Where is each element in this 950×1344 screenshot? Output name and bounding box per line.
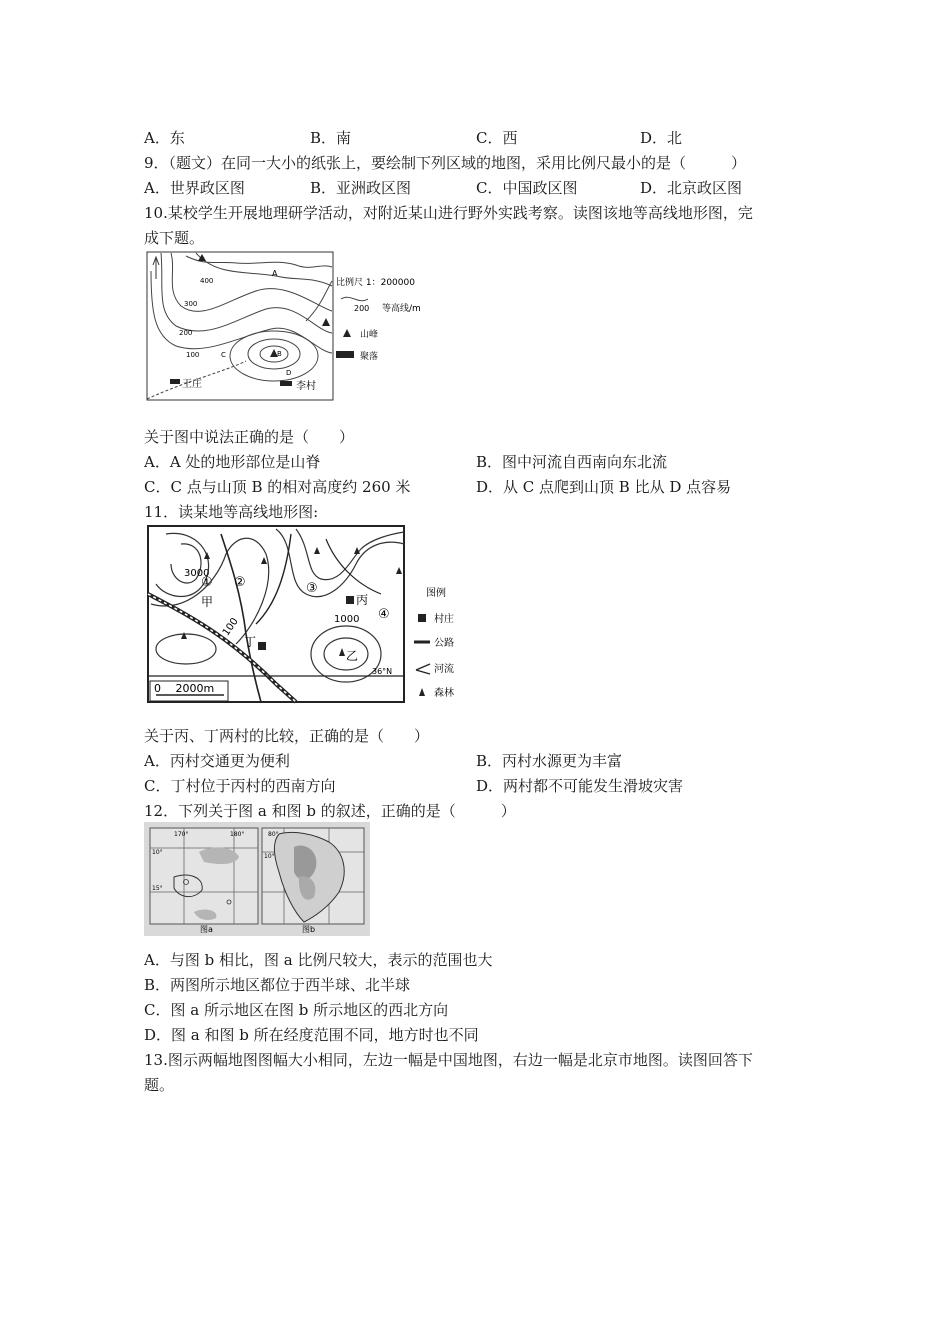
peak-icon bbox=[343, 329, 351, 337]
q13-stem-line2: 题。 bbox=[144, 1076, 175, 1094]
q8-option-a[interactable]: A．东 bbox=[144, 129, 185, 147]
q10-peak-legend: 山峰 bbox=[360, 330, 379, 340]
q10-settlement-legend: 聚落 bbox=[360, 352, 379, 362]
q10-stem-line2: 成下题。 bbox=[144, 229, 205, 247]
q11-legend-title: 图例 bbox=[426, 588, 446, 599]
river-icon bbox=[416, 664, 430, 674]
q10-elev-300: 300 bbox=[184, 300, 198, 308]
q10-elev-100: 100 bbox=[186, 351, 200, 359]
q12-lat-a1: 10° bbox=[152, 849, 163, 856]
q11-option-d[interactable]: D．两村都不可能发生滑坡灾害 bbox=[476, 777, 684, 795]
q12-option-a[interactable]: A．与图 b 相比，图 a 比例尺较大，表示的范围也大 bbox=[144, 951, 493, 969]
q13-stem-line1: 13.图示两幅地图图幅大小相同，左边一幅是中国地图，右边一幅是北京市地图。读图回答下 bbox=[144, 1051, 753, 1069]
q11-elev-100: 100 bbox=[220, 616, 241, 639]
q10-stem-line1: 10.某校学生开展地理研学活动，对附近某山进行野外实践考察。读图该地等高线地形图，完 bbox=[144, 204, 753, 222]
q11-marker-3: ③ bbox=[306, 581, 318, 596]
q10-question: 关于图中说法正确的是（ ） bbox=[144, 428, 355, 446]
q10-option-c[interactable]: C．C 点与山顶 B 的相对高度约 260 米 bbox=[144, 478, 411, 496]
q10-point-d: D bbox=[286, 369, 292, 377]
q10-option-a[interactable]: A．A 处的地形部位是山脊 bbox=[144, 453, 321, 471]
q8-option-d[interactable]: D．北 bbox=[640, 129, 683, 147]
q12-lat-b: 10° bbox=[264, 853, 275, 860]
q11-legend-river: 河流 bbox=[434, 664, 454, 675]
q9-option-c[interactable]: C．中国政区图 bbox=[476, 179, 578, 197]
q12-lon-b: 80° bbox=[268, 831, 279, 838]
q11-elev-3000: 3000 bbox=[184, 568, 210, 579]
q11-latitude: 36°N bbox=[372, 667, 393, 676]
village-icon bbox=[418, 614, 426, 622]
q12-option-d[interactable]: D．图 a 和图 b 所在经度范围不同，地方时也不同 bbox=[144, 1026, 479, 1044]
q10-elev-200: 200 bbox=[179, 329, 193, 337]
q11-marker-1: ① bbox=[201, 575, 213, 590]
q11-legend-forest: 森林 bbox=[434, 688, 454, 699]
q11-village-ding: 丁 bbox=[244, 635, 257, 649]
q9-option-b[interactable]: B．亚洲政区图 bbox=[310, 179, 412, 197]
q10-village-wangzhuang: 王庄 bbox=[182, 379, 202, 390]
q10-point-c: C bbox=[221, 351, 226, 359]
q11-question: 关于丙、丁两村的比较，正确的是（ ） bbox=[144, 727, 430, 745]
forest-icon bbox=[419, 688, 425, 696]
q11-village-bing: 丙 bbox=[356, 593, 369, 607]
q9-option-a[interactable]: A．世界政区图 bbox=[144, 179, 245, 197]
q11-scale: 0 2000m bbox=[154, 682, 215, 695]
q12-option-b[interactable]: B．两图所示地区都位于西半球、北半球 bbox=[144, 976, 411, 994]
q10-contour-map bbox=[146, 251, 442, 401]
q11-village-jia: 甲 bbox=[201, 595, 214, 609]
q12-lon-a1: 170° bbox=[174, 831, 189, 838]
q11-village-yi: 乙 bbox=[346, 649, 359, 663]
q12-label-a: 图a bbox=[200, 925, 213, 934]
q12-label-b: 图b bbox=[302, 925, 316, 934]
q11-legend-village: 村庄 bbox=[434, 614, 454, 625]
q10-point-a: A bbox=[272, 269, 278, 278]
settlement-icon bbox=[336, 351, 354, 358]
q9-stem: 9．（题文）在同一大小的纸张上，要绘制下列区域的地图，采用比例尺最小的是（ ） bbox=[144, 154, 747, 172]
q11-marker-4: ④ bbox=[378, 607, 390, 622]
q11-option-c[interactable]: C．丁村位于丙村的西南方向 bbox=[144, 777, 336, 795]
q11-option-b[interactable]: B．丙村水源更为丰富 bbox=[476, 752, 623, 770]
q8-option-b[interactable]: B．南 bbox=[310, 129, 352, 147]
q10-option-b[interactable]: B．图中河流自西南向东北流 bbox=[476, 453, 668, 471]
q10-village-licun: 李村 bbox=[296, 381, 316, 392]
q10-contour-legend-value: 200 bbox=[354, 304, 370, 313]
q9-option-d[interactable]: D．北京政区图 bbox=[640, 179, 743, 197]
q8-option-c[interactable]: C．西 bbox=[476, 129, 518, 147]
q12-option-c[interactable]: C．图 a 所示地区在图 b 所示地区的西北方向 bbox=[144, 1001, 449, 1019]
q12-maps bbox=[144, 822, 370, 936]
q10-scale: 比例尺 1：200000 bbox=[336, 278, 415, 288]
q11-elev-1000: 1000 bbox=[334, 614, 360, 625]
q11-contour-map bbox=[146, 524, 466, 704]
q12-lon-a2: 180° bbox=[230, 831, 245, 838]
q10-contour-legend-label: 等高线/m bbox=[382, 304, 421, 314]
q12-stem: 12．下列关于图 a 和图 b 的叙述，正确的是（ ） bbox=[144, 802, 516, 820]
q10-elev-400: 400 bbox=[200, 277, 214, 285]
q11-marker-2: ② bbox=[234, 575, 246, 590]
q11-option-a[interactable]: A．丙村交通更为便利 bbox=[144, 752, 290, 770]
q10-point-b: B bbox=[277, 350, 282, 358]
q11-stem: 11．读某地等高线地形图: bbox=[144, 503, 319, 521]
q12-lat-a2: 15° bbox=[152, 885, 163, 892]
q11-legend-road: 公路 bbox=[434, 638, 454, 649]
q10-option-d[interactable]: D．从 C 点爬到山顶 B 比从 D 点容易 bbox=[476, 478, 732, 496]
